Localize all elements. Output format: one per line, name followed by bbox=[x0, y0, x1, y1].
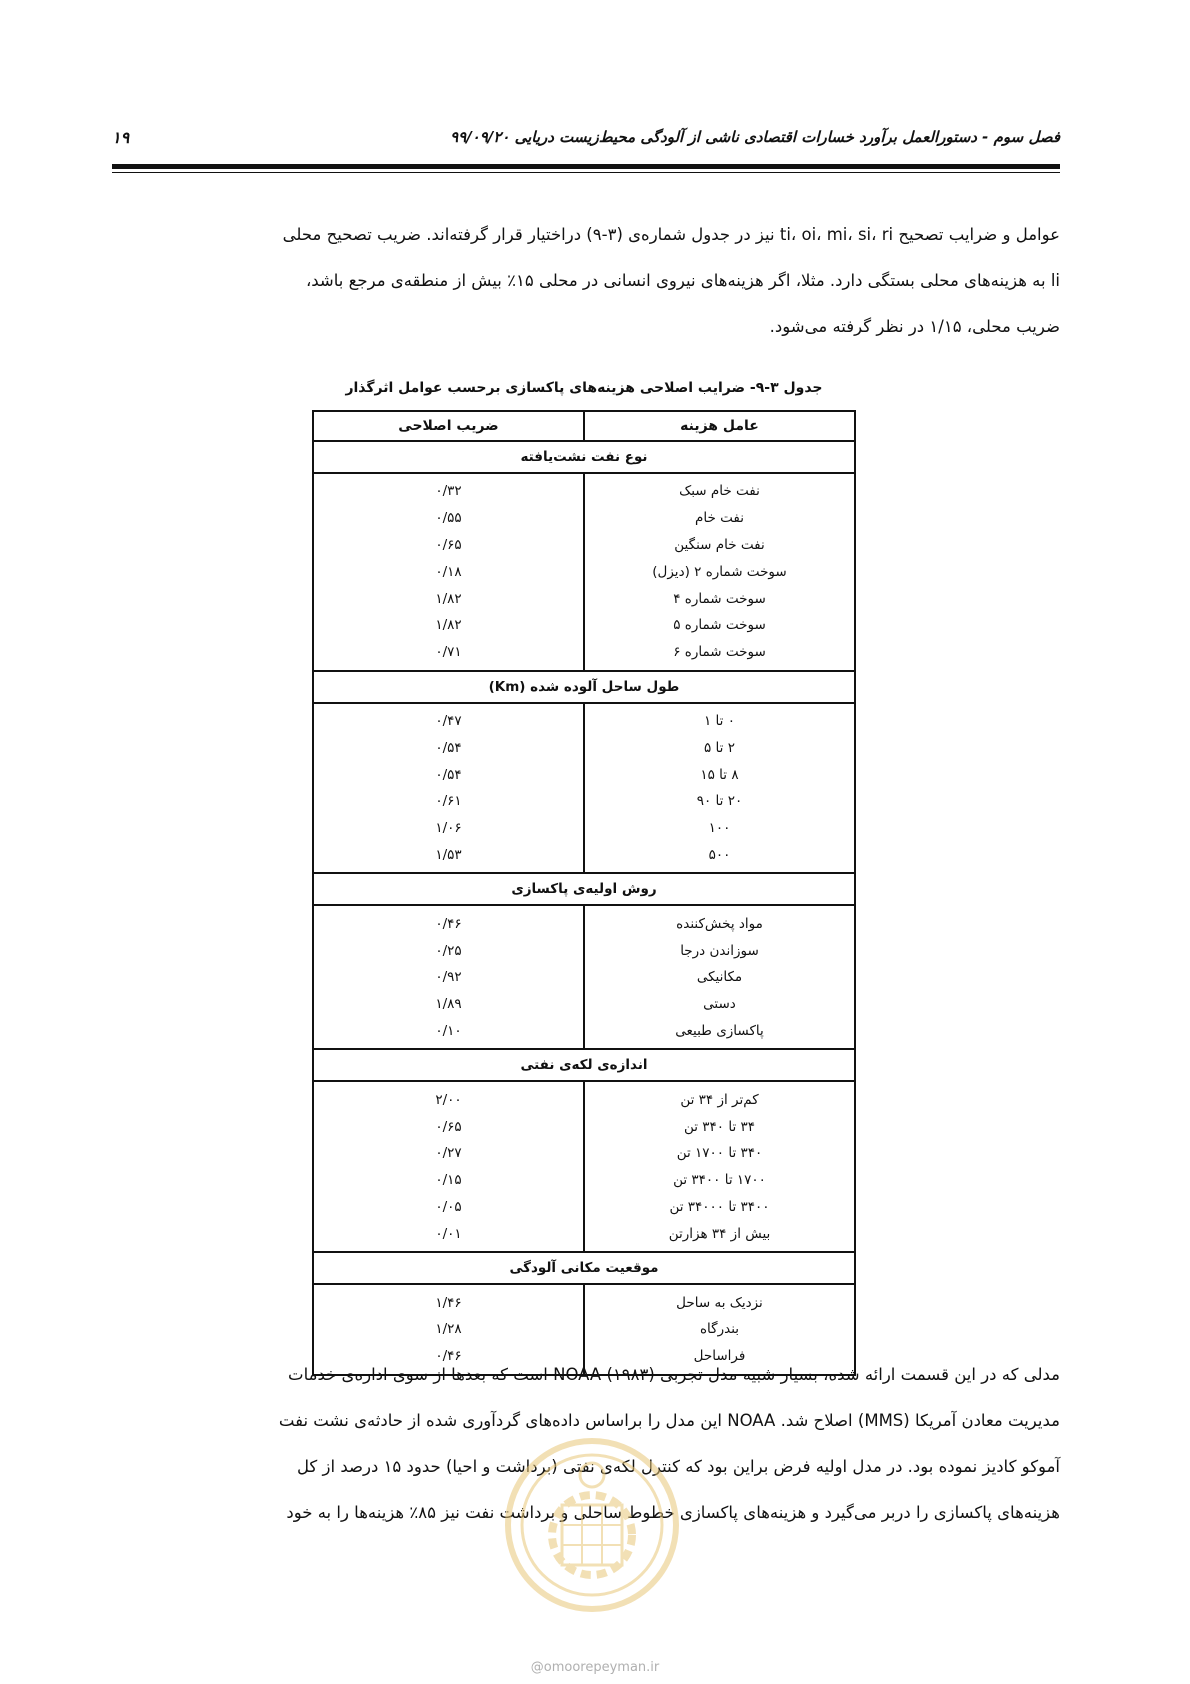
coefficient-cell: ۰/۴۷ bbox=[435, 712, 462, 729]
table-body bbox=[313, 441, 855, 1375]
coefficient-cell: ۰/۵۴ bbox=[435, 766, 462, 783]
table-row bbox=[313, 788, 855, 815]
cost-factor-cell: مواد پخش‌کننده bbox=[584, 905, 855, 937]
cost-factor-cell: بندرگاه bbox=[584, 1316, 855, 1343]
paragraph-line: عوامل و ضرایب تصحیح ti، oi، mi، si، ri نیز در جدول شماره‌ی (۳-۹) دراختیار قرار گرفته‌اند. ضریب تصحیح محلی bbox=[282, 225, 1060, 244]
cost-factor-cell: ۲۰ تا ۹۰ bbox=[584, 788, 855, 815]
cost-factor-cell: ۳۴۰۰ تا ۳۴۰۰۰ تن bbox=[584, 1194, 855, 1221]
table-row bbox=[313, 1284, 855, 1316]
cost-factor-cell: سوخت شماره ۶ bbox=[584, 639, 855, 671]
table-section-row bbox=[313, 441, 855, 473]
table-row bbox=[313, 1081, 855, 1113]
column-header-coef: ضریب اصلاحی bbox=[313, 411, 584, 441]
table-section-row bbox=[313, 671, 855, 703]
coefficient-cell: ۰/۶۱ bbox=[435, 793, 462, 810]
cost-factor-cell: ۸ تا ۱۵ bbox=[584, 761, 855, 788]
coefficient-cell: ۰/۴۶ bbox=[435, 1348, 462, 1365]
coefficient-cell: ۱/۸۲ bbox=[435, 590, 462, 607]
coefficient-table-wrap bbox=[312, 410, 856, 1376]
table-section-row bbox=[313, 1252, 855, 1284]
table-row bbox=[313, 842, 855, 874]
section-title: اندازه‌ی لکه‌ی نفتی bbox=[313, 1049, 855, 1081]
cost-factor-cell: ۵۰۰ bbox=[584, 842, 855, 874]
cost-factor-cell: ۳۴ تا ۳۴۰ تن bbox=[584, 1113, 855, 1140]
coefficient-cell: ۰/۲۷ bbox=[435, 1145, 462, 1162]
cost-factor-cell: دستی bbox=[584, 991, 855, 1018]
paragraph-line: هزینه‌های پاکسازی را دربر می‌گیرد و هزینه‌های پاکسازی خطوط ساحلی و برداشت نفت نیز ۸۵٪ هزینه‌ها را به خود bbox=[286, 1503, 1060, 1522]
cost-factor-cell: ۱۷۰۰ تا ۳۴۰۰ تن bbox=[584, 1167, 855, 1194]
paragraph-line: ضریب محلی، ۱/۱۵ در نظر گرفته می‌شود. bbox=[769, 317, 1060, 336]
table-row bbox=[313, 505, 855, 532]
page-number: ۱۹ bbox=[112, 128, 130, 147]
section-title: روش اولیه‌ی پاکسازی bbox=[313, 873, 855, 905]
table-row bbox=[313, 761, 855, 788]
coefficient-cell: ۱/۸۲ bbox=[435, 617, 462, 634]
coefficient-cell: ۱/۲۸ bbox=[435, 1321, 462, 1338]
cost-factor-cell: نفت خام سبک bbox=[584, 473, 855, 505]
coefficient-cell: ۰/۷۱ bbox=[435, 644, 462, 661]
cost-factor-cell: بیش از ۳۴ هزارتن bbox=[584, 1220, 855, 1252]
header-title: فصل سوم - دستورالعمل برآورد خسارات اقتصادی ناشی از آلودگی محیط‌زیست دریایی ۹۹/۰۹/۲۰ bbox=[450, 128, 1060, 146]
cost-factor-cell: سوزاندن درجا bbox=[584, 937, 855, 964]
section-title: موقعیت مکانی آلودگی bbox=[313, 1252, 855, 1284]
coefficient-cell: ۱/۵۳ bbox=[435, 846, 462, 863]
cost-factor-cell: ۰ تا ۱ bbox=[584, 703, 855, 735]
table-row bbox=[313, 532, 855, 559]
section-title: نوع نفت نشت‌یافته bbox=[313, 441, 855, 473]
paragraph-line: li به هزینه‌های محلی بستگی دارد. مثلا، اگر هزینه‌های نیروی انسانی در محلی ۱۵٪ بیش از منطقه‌ی مرجع باشد، bbox=[305, 271, 1060, 290]
table-row bbox=[313, 964, 855, 991]
table-row bbox=[313, 1220, 855, 1252]
paragraph-line: مدلی که در این قسمت ارائه شده، بسیار شبیه مدل تجربی NOAA (۱۹۸۳) است که بعدها از سوی اداره‌ی خدمات bbox=[288, 1365, 1060, 1384]
cost-factor-cell: پاکسازی طبیعی bbox=[584, 1018, 855, 1050]
table-header-row bbox=[313, 411, 855, 441]
coefficient-cell: ۱/۴۶ bbox=[435, 1294, 462, 1311]
table-row bbox=[313, 703, 855, 735]
watermark-seal-icon bbox=[502, 1435, 682, 1615]
coefficient-cell: ۰/۰۵ bbox=[435, 1198, 462, 1215]
cost-factor-cell: نفت خام bbox=[584, 505, 855, 532]
header-rule-thin bbox=[112, 172, 1060, 173]
coefficient-cell: ۰/۵۴ bbox=[435, 739, 462, 756]
running-header bbox=[112, 128, 1060, 156]
table-row bbox=[313, 905, 855, 937]
table-row bbox=[313, 639, 855, 671]
cost-factor-cell: ۳۴۰ تا ۱۷۰۰ تن bbox=[584, 1140, 855, 1167]
coefficient-cell: ۰/۹۲ bbox=[435, 969, 462, 986]
table-section-row bbox=[313, 1049, 855, 1081]
table-caption: جدول ۳-۹- ضرایب اصلاحی هزینه‌های پاکسازی برحسب عوامل اثرگذار bbox=[345, 380, 823, 396]
coefficient-cell: ۰/۱۸ bbox=[435, 563, 462, 580]
cost-factor-cell: سوخت شماره ۵ bbox=[584, 612, 855, 639]
cost-factor-cell: ۲ تا ۵ bbox=[584, 734, 855, 761]
cost-factor-cell: ۱۰۰ bbox=[584, 815, 855, 842]
coefficient-table bbox=[312, 410, 856, 1376]
watermark-site-text: @omoorepeyman.ir bbox=[530, 1660, 660, 1675]
coefficient-cell: ۲/۰۰ bbox=[435, 1091, 462, 1108]
coefficient-cell: ۱/۰۶ bbox=[435, 820, 462, 837]
table-row bbox=[313, 612, 855, 639]
coefficient-cell: ۰/۱۰ bbox=[435, 1022, 462, 1039]
table-row bbox=[313, 1018, 855, 1050]
coefficient-cell: ۰/۳۲ bbox=[435, 483, 462, 500]
coefficient-cell: ۰/۲۵ bbox=[435, 942, 462, 959]
table-row bbox=[313, 1194, 855, 1221]
header-rule-thick bbox=[112, 164, 1060, 169]
table-row bbox=[313, 734, 855, 761]
coefficient-cell: ۱/۸۹ bbox=[435, 996, 462, 1013]
coefficient-cell: ۰/۱۵ bbox=[435, 1172, 462, 1189]
table-row bbox=[313, 815, 855, 842]
table-row bbox=[313, 1113, 855, 1140]
column-header-factor: عامل هزینه bbox=[584, 411, 855, 441]
cost-factor-cell: نفت خام سنگین bbox=[584, 532, 855, 559]
cost-factor-cell: فراساحل bbox=[584, 1343, 855, 1375]
table-row bbox=[313, 585, 855, 612]
cost-factor-cell: سوخت شماره ۲ (دیزل) bbox=[584, 558, 855, 585]
table-row bbox=[313, 991, 855, 1018]
table-row bbox=[313, 473, 855, 505]
cost-factor-cell: کم‌تر از ۳۴ تن bbox=[584, 1081, 855, 1113]
cost-factor-cell: سوخت شماره ۴ bbox=[584, 585, 855, 612]
coefficient-cell: ۰/۶۵ bbox=[435, 1118, 462, 1135]
cost-factor-cell: مکانیکی bbox=[584, 964, 855, 991]
paragraph-line: آموکو کادیز نموده بود. در مدل اولیه فرض براین بود که کنترل لکه‌ی نفتی (برداشت و احیا) حدود ۱۵ درصد از کل bbox=[296, 1457, 1060, 1476]
coefficient-cell: ۰/۴۶ bbox=[435, 915, 462, 932]
intro-paragraph bbox=[112, 212, 1060, 350]
coefficient-cell: ۰/۵۵ bbox=[435, 510, 462, 527]
coefficient-cell: ۰/۶۵ bbox=[435, 536, 462, 553]
table-section-row bbox=[313, 873, 855, 905]
table-row bbox=[313, 1140, 855, 1167]
table-row bbox=[313, 937, 855, 964]
table-row bbox=[313, 1316, 855, 1343]
table-row bbox=[313, 558, 855, 585]
table-row bbox=[313, 1167, 855, 1194]
cost-factor-cell: نزدیک به ساحل bbox=[584, 1284, 855, 1316]
section-title: طول ساحل آلوده شده (Km) bbox=[313, 671, 855, 703]
paragraph-line: مدیریت معادن آمریکا (MMS) اصلاح شد. NOAA این مدل را براساس داده‌های گردآوری شده از حادثه‌ی نشت نفت bbox=[278, 1411, 1060, 1430]
coefficient-cell: ۰/۰۱ bbox=[435, 1225, 462, 1242]
